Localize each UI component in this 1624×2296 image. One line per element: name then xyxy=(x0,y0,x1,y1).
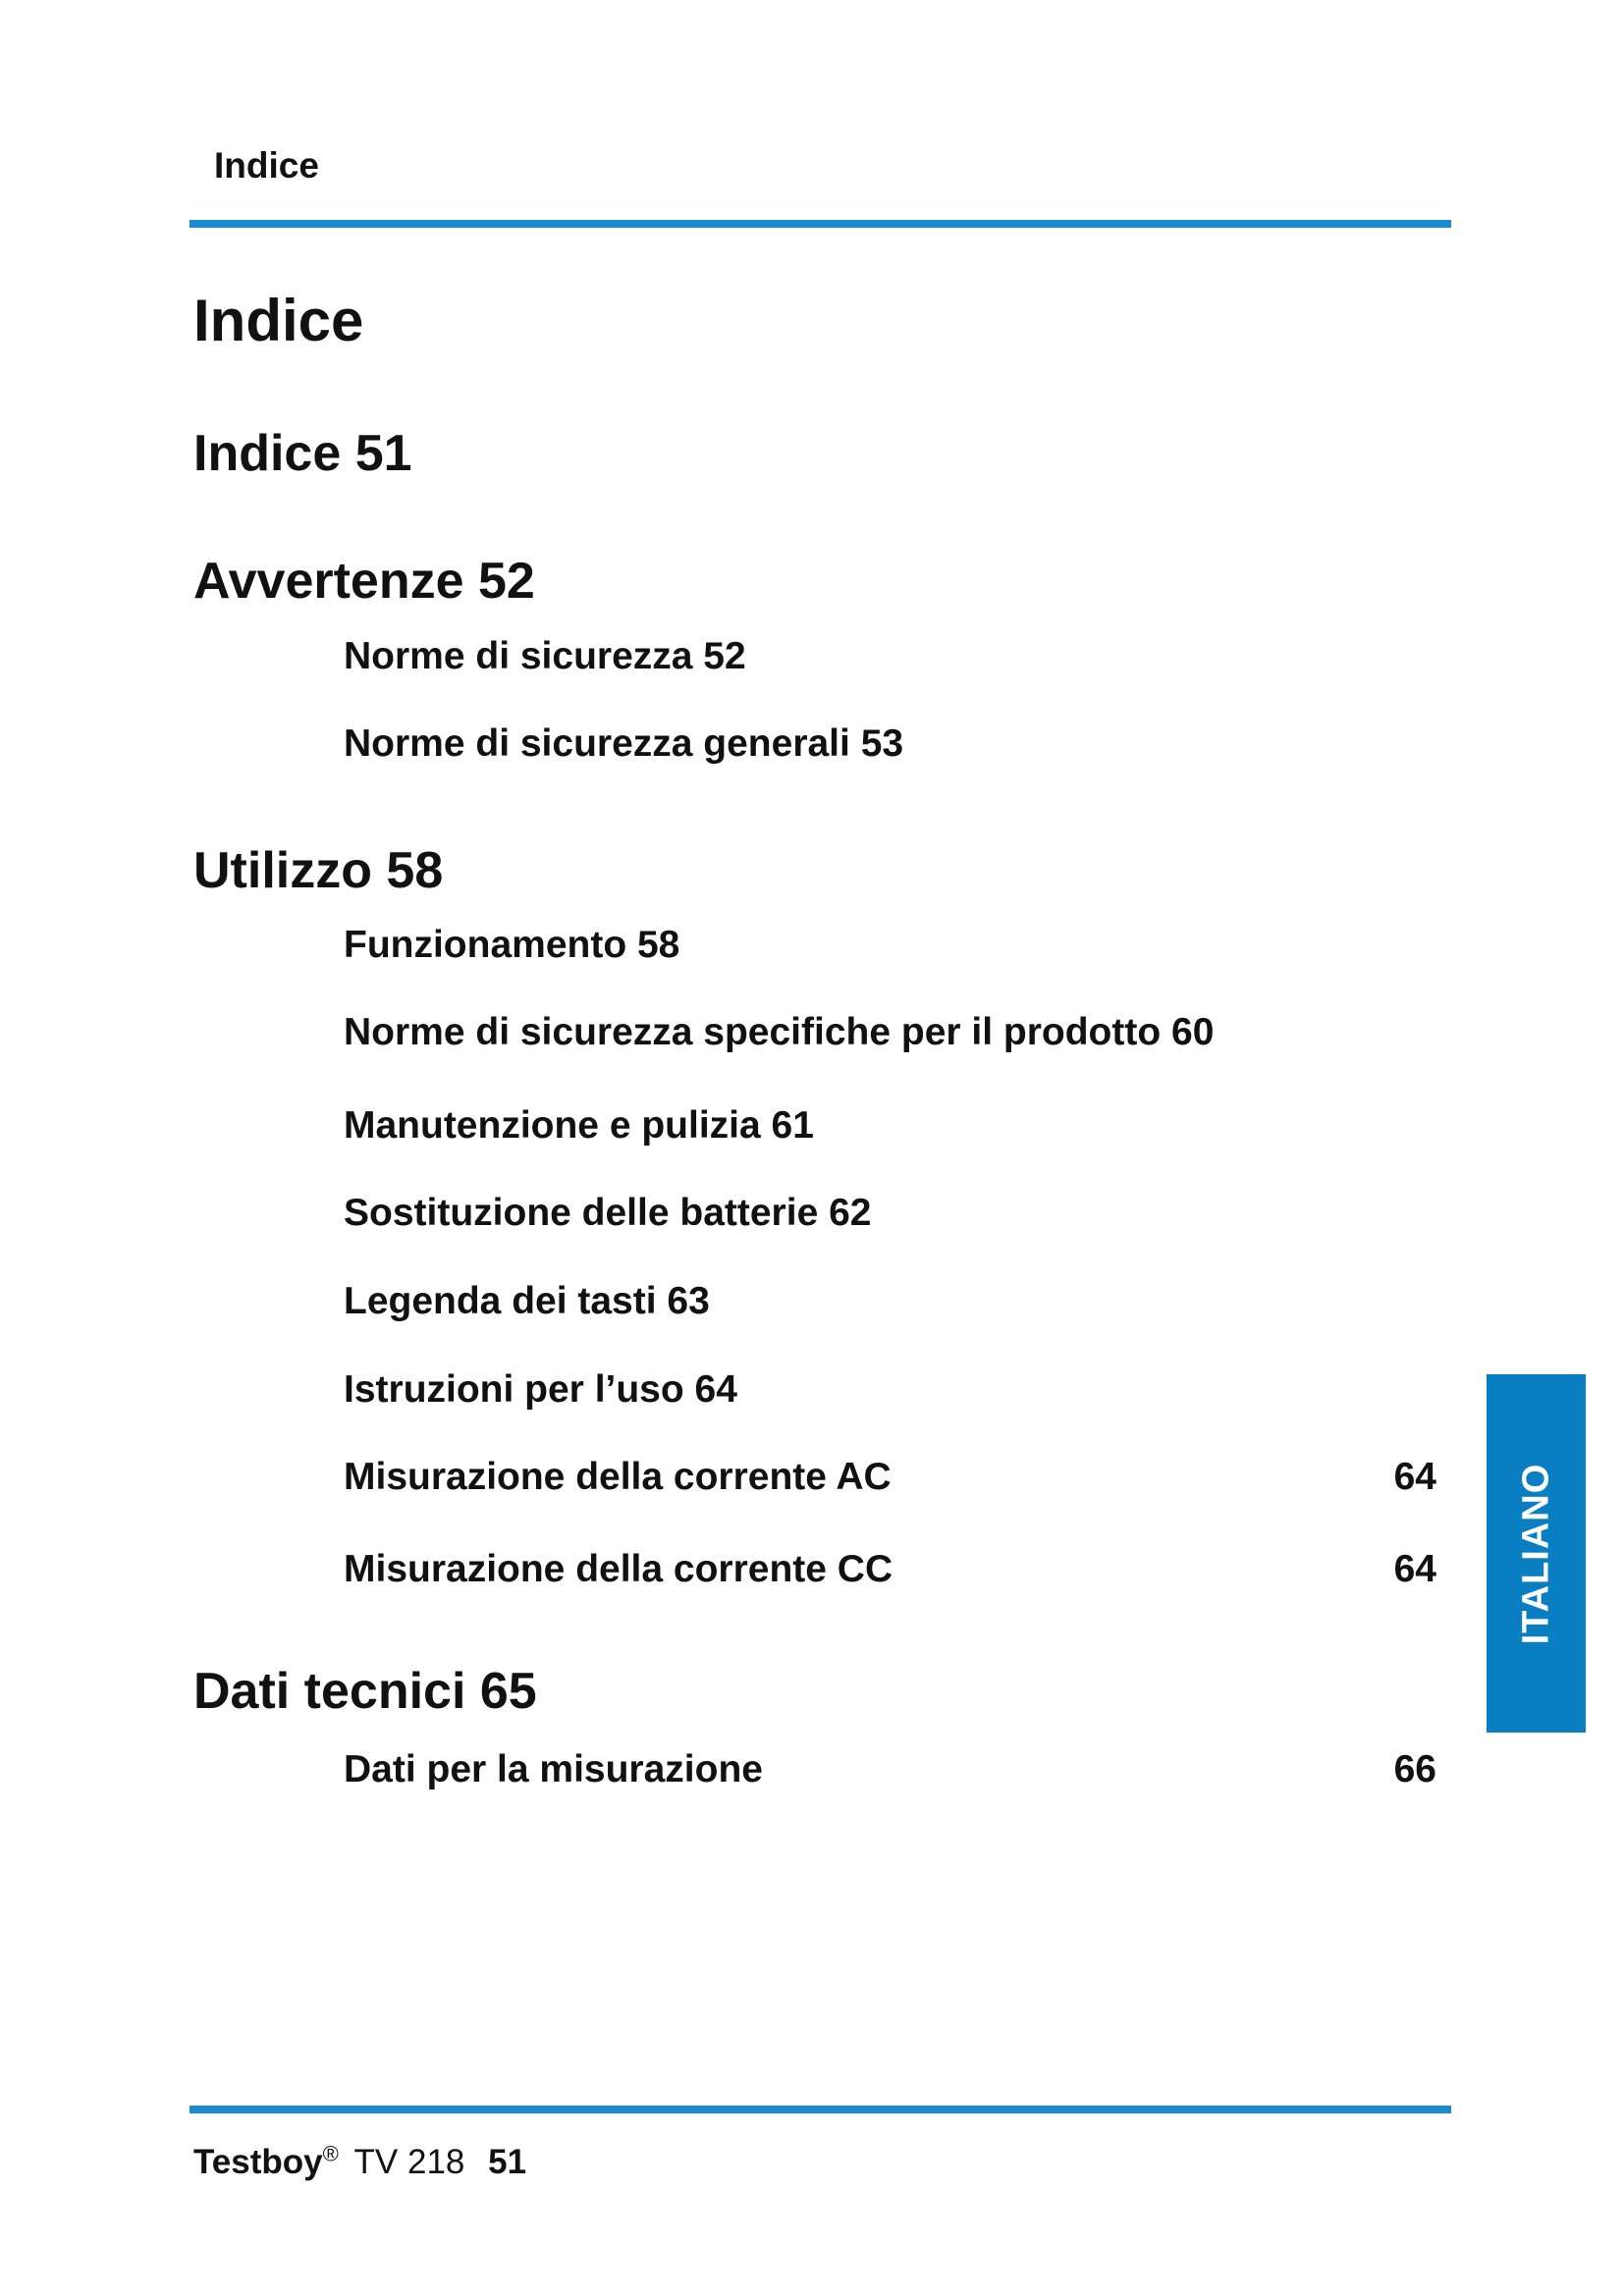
toc-entry-sostituzione-batterie[interactable]: Sostituzione delle batterie 62 xyxy=(344,1192,872,1234)
toc-entry-norme-sicurezza-generali[interactable]: Norme di sicurezza generali 53 xyxy=(344,722,904,765)
language-tab-label: ITALIANO xyxy=(1515,1463,1556,1644)
toc-entry-istruzioni-uso[interactable]: Istruzioni per l’uso 64 xyxy=(344,1368,737,1411)
toc-entry-norme-specifiche[interactable]: Norme di sicurezza specifiche per il prodotto 60 xyxy=(344,1011,1215,1053)
header-rule xyxy=(189,220,1451,228)
footer-page-number: 51 xyxy=(488,2143,527,2181)
toc-page-misurazione-ac: 64 xyxy=(1393,1456,1436,1498)
footer-model: TV 218 xyxy=(353,2143,465,2181)
toc-page-dati-misurazione: 66 xyxy=(1393,1748,1436,1790)
footer-brand: Testboy xyxy=(193,2143,323,2181)
footer xyxy=(193,2143,526,2182)
toc-entry-indice[interactable]: Indice 51 xyxy=(193,425,412,482)
toc-entry-legenda-tasti[interactable]: Legenda dei tasti 63 xyxy=(344,1280,710,1322)
toc-entry-dati-tecnici[interactable]: Dati tecnici 65 xyxy=(193,1663,537,1720)
language-tab[interactable] xyxy=(1487,1374,1586,1733)
page-title: Indice xyxy=(193,288,364,353)
toc-entry-misurazione-cc[interactable]: Misurazione della corrente CC xyxy=(344,1548,893,1590)
toc-page-misurazione-cc: 64 xyxy=(1393,1548,1436,1590)
toc-entry-dati-misurazione[interactable]: Dati per la misurazione xyxy=(344,1748,763,1790)
running-header: Indice xyxy=(214,145,319,186)
toc-entry-manutenzione[interactable]: Manutenzione e pulizia 61 xyxy=(344,1104,814,1147)
registered-mark: ® xyxy=(322,2141,339,2166)
toc-entry-funzionamento[interactable]: Funzionamento 58 xyxy=(344,924,680,966)
toc-entry-avvertenze[interactable]: Avvertenze 52 xyxy=(193,553,535,610)
toc-entry-misurazione-ac[interactable]: Misurazione della corrente AC xyxy=(344,1456,892,1498)
toc-entry-utilizzo[interactable]: Utilizzo 58 xyxy=(193,842,444,899)
toc-entry-norme-sicurezza[interactable]: Norme di sicurezza 52 xyxy=(344,635,746,677)
footer-rule xyxy=(189,2106,1451,2113)
